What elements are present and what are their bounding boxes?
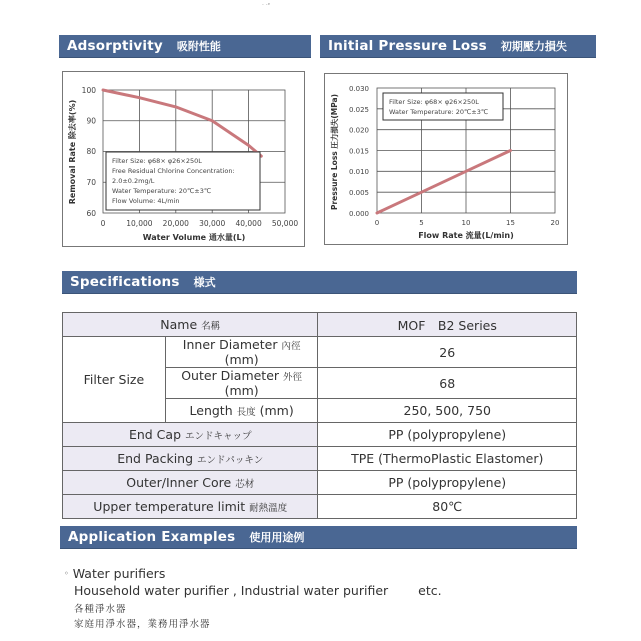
application-title-line — [64, 566, 442, 581]
svg-text:Water Volume 通水量(L): Water Volume 通水量(L) — [142, 233, 246, 242]
section-title-jp: 吸附性能 — [176, 40, 221, 53]
svg-text:0.000: 0.000 — [348, 210, 369, 218]
specifications-table — [62, 312, 577, 519]
svg-text:10,000: 10,000 — [126, 219, 153, 228]
svg-text:Flow Rate 流量(L/min): Flow Rate 流量(L/min) — [418, 231, 514, 240]
spec-label-core: Outer/Inner Core 芯材 — [63, 471, 318, 495]
svg-text:Filter Size: φ68× φ26×250L: Filter Size: φ68× φ26×250L — [112, 157, 202, 165]
adsorptivity-chart — [62, 71, 305, 247]
application-detail-line — [64, 583, 442, 598]
svg-text:0.020: 0.020 — [348, 126, 369, 135]
section-header-pressure-loss — [320, 35, 596, 58]
application-jp-line-1: 各種淨水器 — [74, 604, 127, 615]
svg-text:60: 60 — [86, 209, 96, 218]
spec-label-inner-diameter: Inner Diameter 內徑 (mm) — [165, 337, 318, 368]
table-row-inner-diameter — [63, 337, 577, 368]
spec-value-end-packing: TPE (ThermoPlastic Elastomer) — [318, 447, 577, 471]
application-examples — [64, 566, 442, 630]
svg-text:Free Residual Chlorine Concent: Free Residual Chlorine Concentration: — [112, 167, 235, 175]
section-header-specifications — [62, 271, 577, 294]
svg-text:0: 0 — [100, 219, 106, 228]
table-row-end-cap — [63, 423, 577, 447]
spec-value-name: MOF B2 Series — [318, 313, 577, 337]
spec-value-core: PP (polypropylene) — [318, 471, 577, 495]
svg-text:0.015: 0.015 — [348, 147, 369, 156]
svg-text:20,000: 20,000 — [162, 219, 189, 228]
svg-text:Filter Size: φ68× φ26×250L: Filter Size: φ68× φ26×250L — [389, 98, 479, 106]
application-title: Water purifiers — [72, 566, 166, 581]
svg-text:Flow Volume: 4L/min: Flow Volume: 4L/min — [112, 197, 180, 205]
svg-text:90: 90 — [86, 116, 96, 126]
svg-text:Water Temperature: 20℃±3℃: Water Temperature: 20℃±3℃ — [389, 108, 489, 116]
svg-text:50,000: 50,000 — [271, 219, 299, 228]
section-title: Specifications — [70, 274, 180, 290]
section-title: Application Examples — [68, 529, 236, 545]
svg-text:2.0±0.2mg/L: 2.0±0.2mg/L — [112, 177, 155, 185]
section-header-applications — [60, 526, 577, 549]
svg-text:15: 15 — [506, 219, 515, 227]
section-title: Adsorptivity — [67, 38, 163, 54]
spec-value-outer-diameter: 68 — [318, 368, 577, 399]
pressure-loss-chart — [324, 73, 568, 245]
spec-label-filter-size: Filter Size — [63, 337, 166, 423]
spec-value-temperature: 80℃ — [318, 495, 577, 519]
bullet-icon: ◦ — [64, 569, 69, 578]
svg-text:0.030: 0.030 — [348, 85, 369, 93]
table-row-core — [63, 471, 577, 495]
svg-text:Water Temperature: 20℃±3℃: Water Temperature: 20℃±3℃ — [112, 187, 212, 195]
svg-text:5: 5 — [419, 219, 424, 227]
adsorptivity-chart-svg — [63, 72, 306, 248]
spec-label-length: Length 長度 (mm) — [165, 399, 318, 423]
spec-label-end-cap: End Cap エンドキャップ — [63, 423, 318, 447]
spec-value-length: 250, 500, 750 — [318, 399, 577, 423]
application-etc: etc. — [418, 583, 442, 598]
section-title-jp: 使用用途例 — [249, 531, 305, 544]
table-row-name — [63, 313, 577, 337]
spec-label-outer-diameter: Outer Diameter 外徑 (mm) — [165, 368, 318, 399]
svg-text:10: 10 — [461, 219, 471, 227]
svg-text:100: 100 — [81, 86, 96, 95]
section-title-jp: 初期壓力損失 — [500, 40, 567, 53]
application-jp-line-2: 家庭用淨水器，業務用淨水器 — [74, 619, 211, 630]
spec-value-end-cap: PP (polypropylene) — [318, 423, 577, 447]
section-header-adsorptivity — [59, 35, 311, 58]
svg-text:30,000: 30,000 — [199, 219, 226, 228]
svg-text:80: 80 — [86, 147, 96, 156]
application-detail: Household water purifier , Industrial water purifier — [74, 583, 389, 598]
svg-text:20: 20 — [550, 219, 560, 227]
table-row-end-packing — [63, 447, 577, 471]
svg-text:0: 0 — [374, 219, 380, 227]
spec-label-end-packing: End Packing エンドパッキン — [63, 447, 318, 471]
svg-text:Pressure Loss 圧力損失(MPa): Pressure Loss 圧力損失(MPa) — [330, 93, 339, 211]
svg-text:Removal Rate 除去率(%): Removal Rate 除去率(%) — [68, 99, 77, 205]
spec-value-inner-diameter: 26 — [318, 337, 577, 368]
spec-label-temperature: Upper temperature limit 耐熱溫度 — [63, 495, 318, 519]
svg-text:0.025: 0.025 — [348, 106, 369, 114]
svg-text:70: 70 — [86, 178, 96, 187]
table-row-temperature — [63, 495, 577, 519]
pressure-loss-chart-svg — [325, 74, 569, 246]
spec-label-name: Name 名稱 — [63, 313, 318, 337]
section-title-jp: 様式 — [193, 276, 216, 289]
svg-text:0.005: 0.005 — [348, 189, 369, 197]
svg-text:40,000: 40,000 — [235, 219, 262, 228]
scan-artifact: · ·ᵉ — [262, 2, 271, 9]
svg-text:0.010: 0.010 — [348, 168, 369, 176]
section-title: Initial Pressure Loss — [328, 38, 487, 54]
